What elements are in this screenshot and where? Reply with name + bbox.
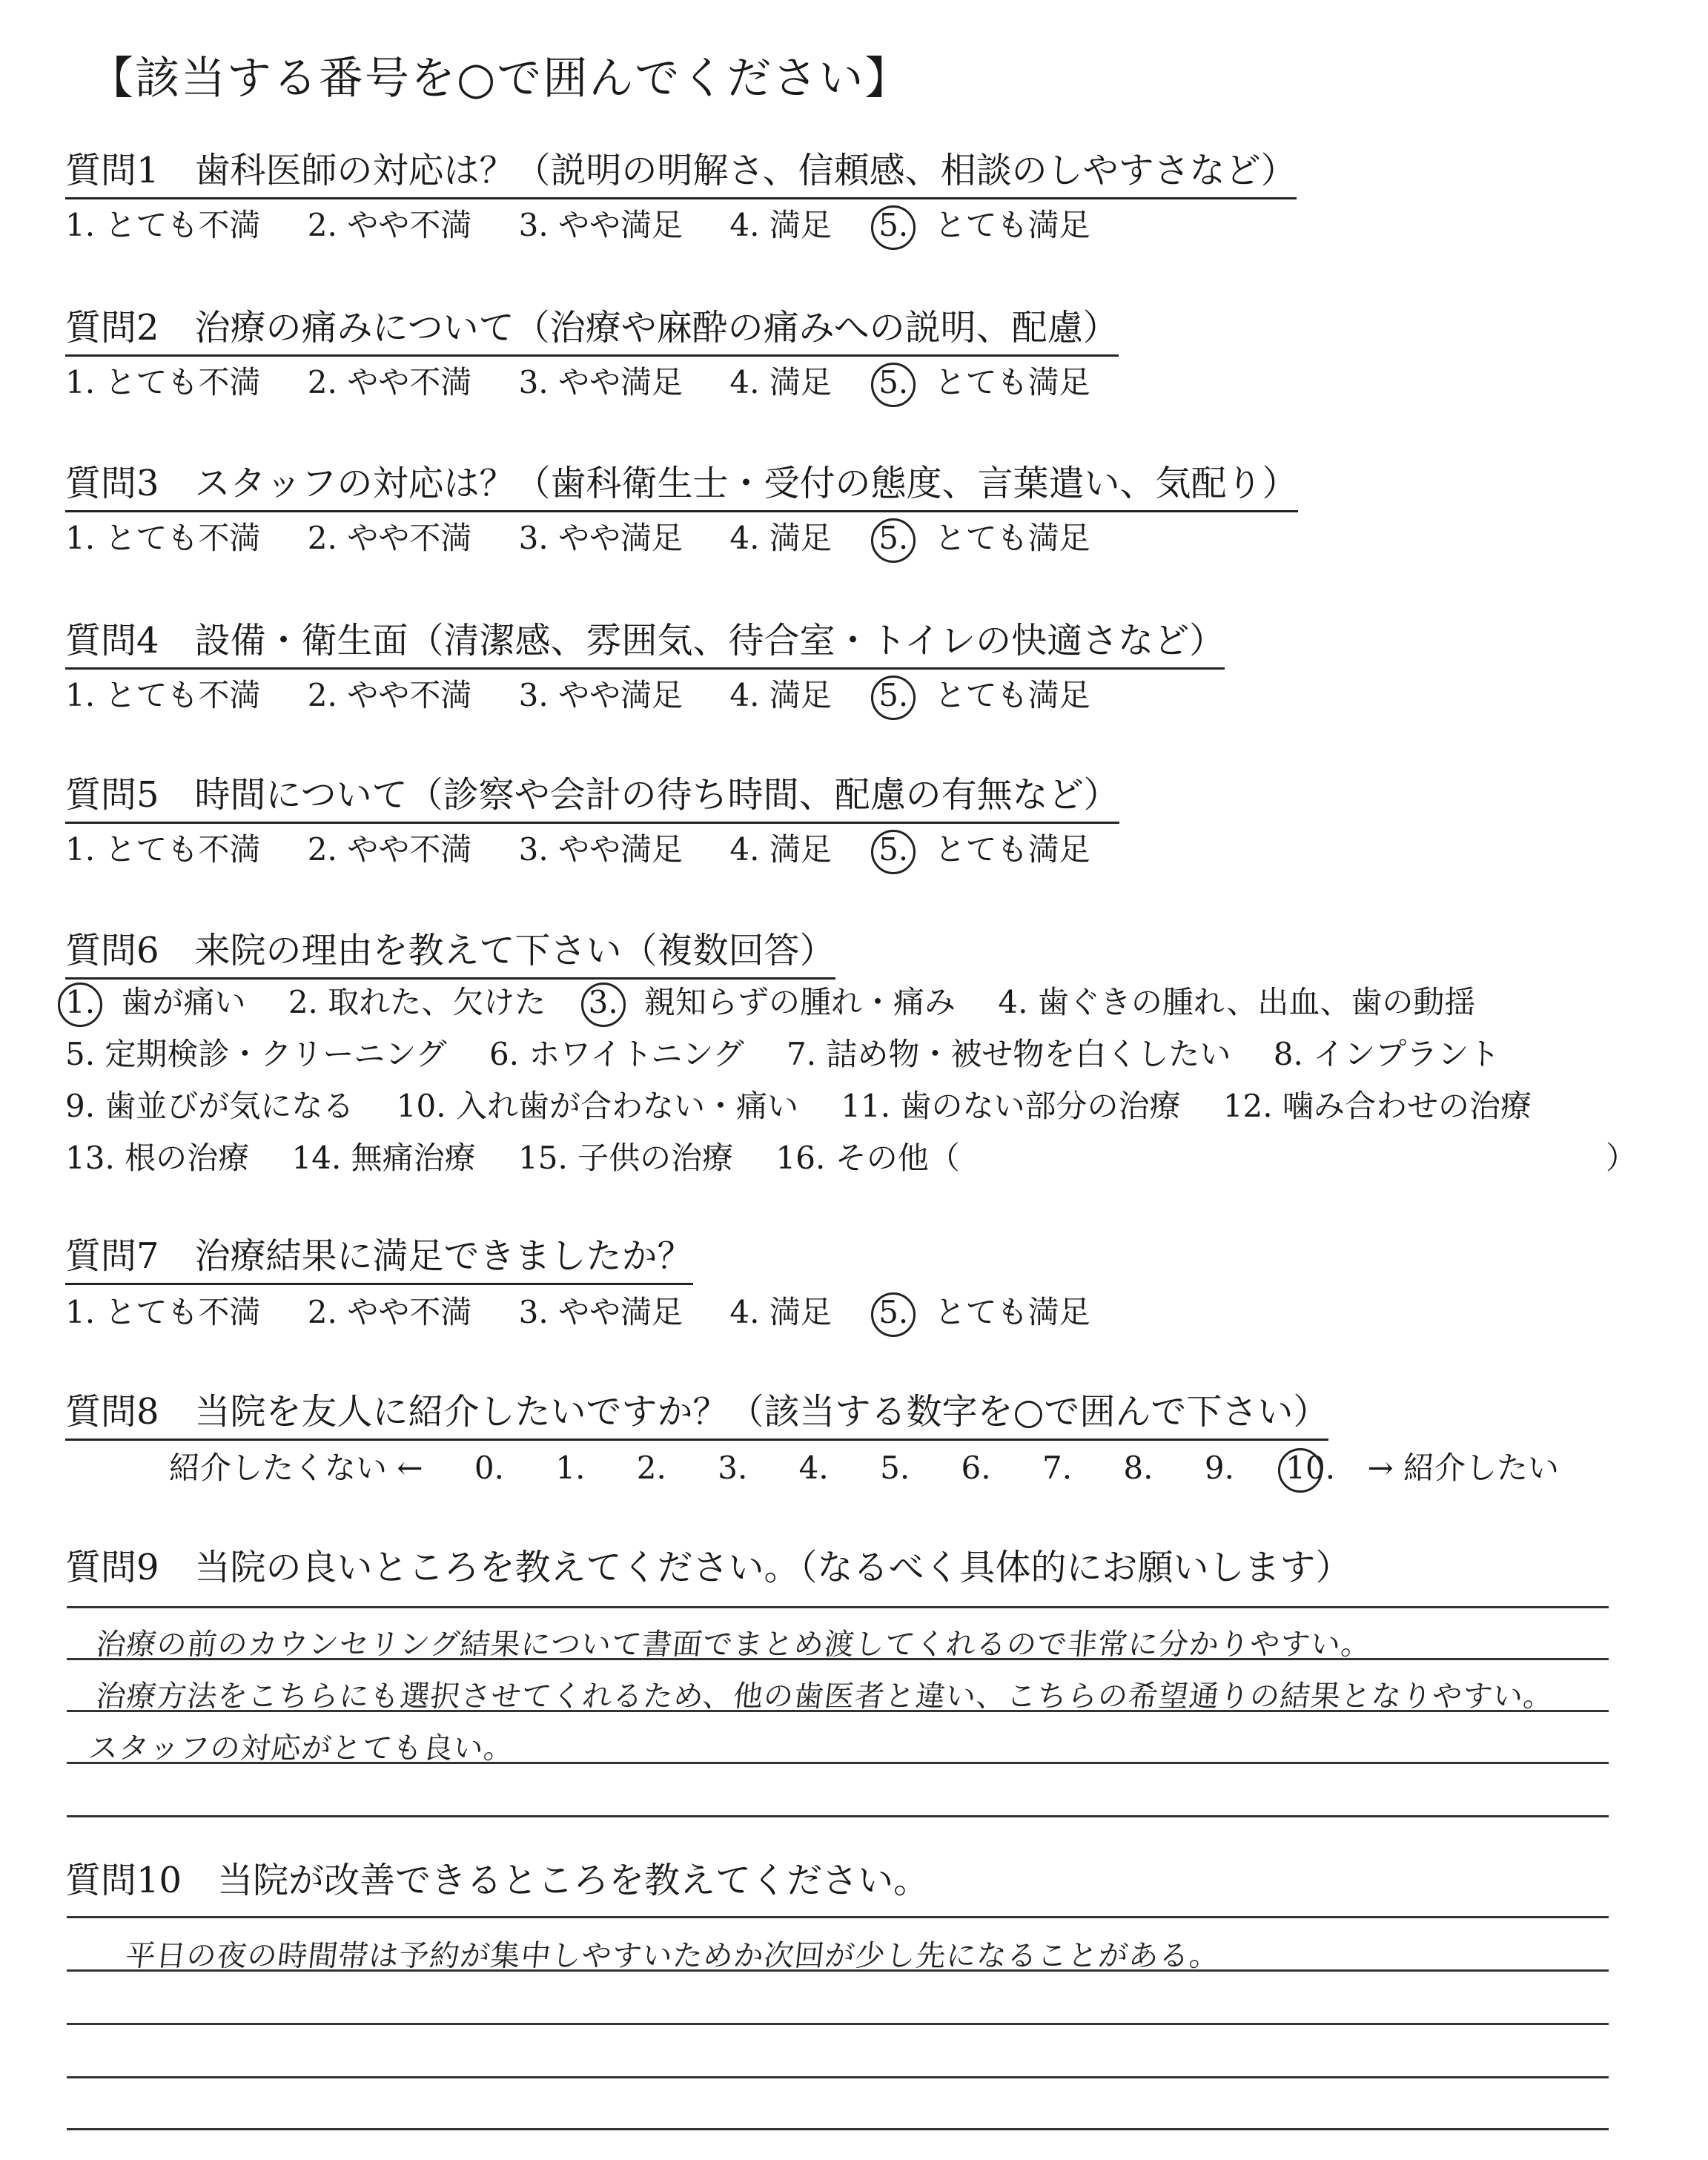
question-9: 質問9 当院の良いところを教えてください。（なるべく具体的にお願いします）: [65, 1547, 1351, 1588]
q8-left-label: 紹介したくない ←: [169, 1450, 423, 1486]
q8-right-label: → 紹介したい: [1367, 1450, 1559, 1486]
q6-option-2[interactable]: 2. 取れた、欠けた: [288, 984, 546, 1020]
q8-number-8[interactable]: 8.: [1123, 1450, 1153, 1486]
q8-number-1[interactable]: 1.: [555, 1450, 586, 1486]
q6-option-6[interactable]: 6. ホワイトニング: [489, 1036, 744, 1072]
q8-scale: [169, 1447, 1601, 1489]
q6-option-5[interactable]: 5. 定期検診・クリーニング: [65, 1036, 447, 1072]
q8-number-10-circled[interactable]: 10.: [1285, 1450, 1336, 1486]
q5-option-5-circled[interactable]: 5.: [878, 831, 909, 868]
q3-options: [65, 518, 1128, 559]
q5-options: [65, 829, 1128, 871]
q7-options: [65, 1292, 1128, 1333]
q10-answer-line-1: 平日の夜の時間帯は予約が集中しやすいためか次回が少し先になることがある。: [124, 1939, 1222, 1973]
form-title: 【該当する番号を○で囲んでください】: [89, 53, 911, 105]
q8-number-6[interactable]: 6.: [961, 1450, 991, 1486]
q6-option-15[interactable]: 15. 子供の治療: [518, 1140, 734, 1176]
q9-answer-line-2: 治療方法をこちらにも選択させてくれるため、他の歯医者と違い、こちらの希望通りの結果となりやすい。: [94, 1680, 1556, 1714]
q4-option-2[interactable]: 2. やや不満: [307, 677, 472, 713]
q6-option-16[interactable]: 16. その他（: [775, 1140, 960, 1176]
q8-number-9[interactable]: 9.: [1204, 1450, 1234, 1486]
q3-option-5-circled[interactable]: 5.: [878, 520, 909, 556]
q9-ruled-line: [67, 1815, 1609, 1817]
q6-line-2: [65, 1034, 1532, 1075]
q1-option-1[interactable]: 1. とても不満: [65, 207, 261, 243]
q3-option-1[interactable]: 1. とても不満: [65, 520, 261, 556]
question-2: 質問2 治療の痛みについて（治療や麻酔の痛みへの説明、配慮）: [65, 304, 1119, 357]
q5-option-2[interactable]: 2. やや不満: [307, 831, 472, 868]
q9-answer-line-1: 治療の前のカウンセリング結果について書面でまとめ渡してくれるので非常に分かりやすい。: [94, 1628, 1374, 1662]
q7-option-5-circled[interactable]: 5.: [878, 1294, 909, 1330]
q1-option-5-circled[interactable]: 5.: [878, 207, 909, 243]
q8-number-5[interactable]: 5.: [880, 1450, 910, 1486]
q2-option-2[interactable]: 2. やや不満: [307, 364, 472, 400]
q2-option-4[interactable]: 4. 満足: [729, 364, 832, 400]
q10-ruled-line: [67, 2128, 1609, 2130]
q7-option-5-label: とても満足: [934, 1294, 1090, 1330]
q6-option-8[interactable]: 8. インプラント: [1273, 1036, 1500, 1072]
q8-number-4[interactable]: 4.: [798, 1450, 829, 1486]
q6-option-11[interactable]: 11. 歯のない部分の治療: [841, 1088, 1181, 1124]
q1-option-4[interactable]: 4. 満足: [729, 207, 832, 243]
q1-option-3[interactable]: 3. やや満足: [518, 207, 683, 243]
question-1: 質問1 歯科医師の対応は？（説明の明解さ、信頼感、相談のしやすさなど）: [65, 147, 1297, 199]
q6-option-13[interactable]: 13. 根の治療: [65, 1140, 250, 1176]
q4-option-5-label: とても満足: [934, 677, 1090, 713]
q2-option-5-label: とても満足: [934, 364, 1090, 400]
q6-option-3-circled[interactable]: 3.: [588, 984, 618, 1020]
q2-option-3[interactable]: 3. やや満足: [518, 364, 683, 400]
q4-option-1[interactable]: 1. とても不満: [65, 677, 261, 713]
q2-options: [65, 362, 1128, 403]
question-10: 質問10 当院が改善できるところを教えてください。: [65, 1860, 930, 1901]
q7-option-2[interactable]: 2. やや不満: [307, 1294, 472, 1330]
q6-option-1-circled[interactable]: 1.: [65, 984, 96, 1020]
q9-ruled-line: [67, 1606, 1609, 1608]
q3-option-4[interactable]: 4. 満足: [729, 520, 832, 556]
q4-option-4[interactable]: 4. 満足: [729, 677, 832, 713]
q6-option-7[interactable]: 7. 詰め物・被せ物を白くしたい: [786, 1036, 1231, 1072]
q4-option-5-circled[interactable]: 5.: [878, 677, 909, 713]
q6-option-1-label: 歯が痛い: [121, 984, 246, 1020]
q10-ruled-line: [67, 1916, 1609, 1918]
question-3: 質問3 スタッフの対応は？（歯科衛生士・受付の態度、言葉遣い、気配り）: [65, 460, 1298, 512]
q7-option-3[interactable]: 3. やや満足: [518, 1294, 683, 1330]
q4-option-3[interactable]: 3. やや満足: [518, 677, 683, 713]
q5-option-5-label: とても満足: [934, 831, 1090, 868]
q3-option-5-label: とても満足: [934, 520, 1090, 556]
q5-option-3[interactable]: 3. やや満足: [518, 831, 683, 868]
q1-options: [65, 205, 1128, 246]
q8-number-7[interactable]: 7.: [1042, 1450, 1073, 1486]
q6-option-10[interactable]: 10. 入れ歯が合わない・痛い: [396, 1088, 798, 1124]
q3-option-2[interactable]: 2. やや不満: [307, 520, 472, 556]
q9-answer-line-3: スタッフの対応がとても良い。: [87, 1731, 517, 1766]
q7-option-1[interactable]: 1. とても不満: [65, 1294, 261, 1330]
q1-option-2[interactable]: 2. やや不満: [307, 207, 472, 243]
q6-other-close-paren: ）: [1606, 1140, 1638, 1176]
question-5: 質問5 時間について（診察や会計の待ち時間、配慮の有無など）: [65, 771, 1119, 824]
q6-line-1: [65, 982, 1508, 1023]
q6-option-14[interactable]: 14. 無痛治療: [291, 1140, 476, 1176]
q8-number-2[interactable]: 2.: [636, 1450, 666, 1486]
q8-number-3[interactable]: 3.: [718, 1450, 748, 1486]
q6-option-3-label: 親知らずの腫れ・痛み: [644, 984, 956, 1020]
question-4: 質問4 設備・衛生面（清潔感、雰囲気、待合室・トイレの快適さなど）: [65, 617, 1225, 670]
q10-ruled-line: [67, 2023, 1609, 2025]
q6-option-4[interactable]: 4. 歯ぐきの腫れ、出血、歯の動揺: [998, 984, 1476, 1020]
q4-options: [65, 675, 1128, 716]
q2-option-5-circled[interactable]: 5.: [878, 364, 909, 400]
question-6: 質問6 来院の理由を教えて下さい（複数回答）: [65, 927, 835, 980]
q8-number-0[interactable]: 0.: [474, 1450, 504, 1486]
q7-option-4[interactable]: 4. 満足: [729, 1294, 832, 1330]
q3-option-3[interactable]: 3. やや満足: [518, 520, 683, 556]
q5-option-4[interactable]: 4. 満足: [729, 831, 832, 868]
q5-option-1[interactable]: 1. とても不満: [65, 831, 261, 868]
q6-option-12[interactable]: 12. 噛み合わせの治療: [1222, 1088, 1532, 1124]
q2-option-1[interactable]: 1. とても不満: [65, 364, 261, 400]
q1-option-5-label: とても満足: [934, 207, 1090, 243]
question-8: 質問8 当院を友人に紹介したいですか？（該当する数字を○で囲んで下さい）: [65, 1388, 1328, 1441]
q6-option-9[interactable]: 9. 歯並びが気になる: [65, 1088, 354, 1124]
question-7: 質問7 治療結果に満足できましたか？: [65, 1232, 693, 1285]
q6-line-3: [65, 1086, 1564, 1127]
q10-ruled-line: [67, 2076, 1609, 2078]
q6-line-4: [65, 1137, 993, 1179]
